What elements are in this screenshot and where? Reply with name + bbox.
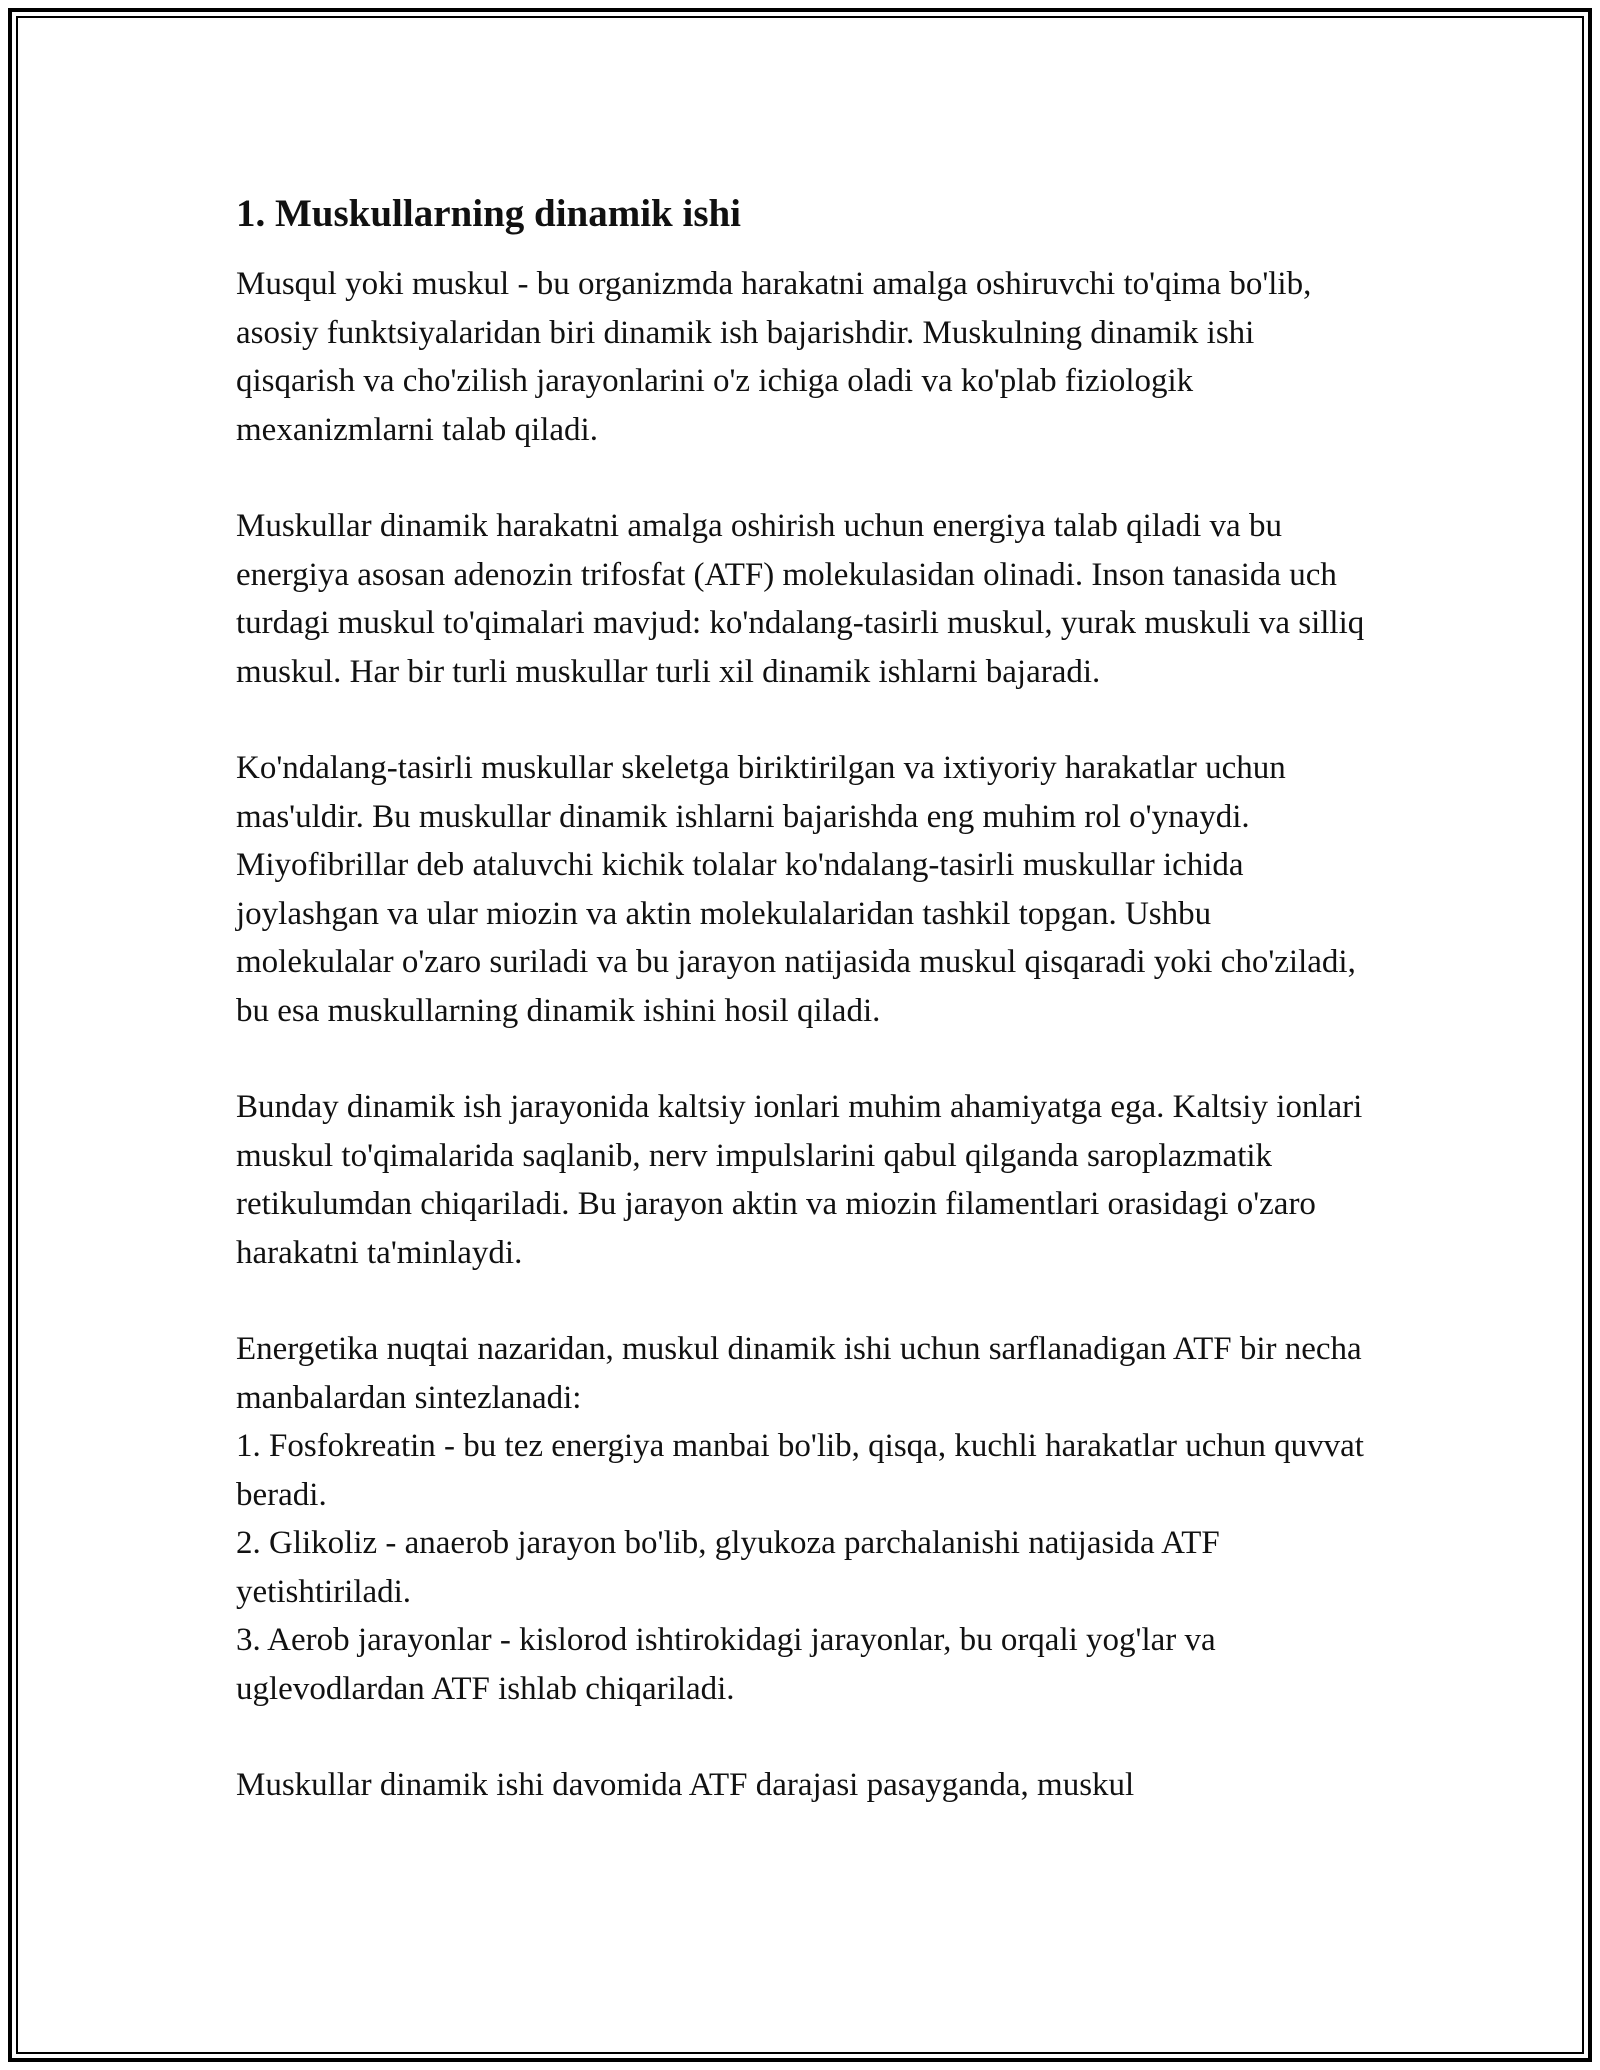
energy-sources-block bbox=[236, 1325, 1376, 1713]
paragraph-1: Musqul yoki muskul - bu organizmda harakatni amalga oshiruvchi to'qima bo'lib, asosiy funktsiyalaridan biri dinamik ish bajarishdir. Muskulning dinamik ishi qisqarish va cho'zilish jarayonlarini o'z ichiga oladi va ko'plab fiziologik mexanizmlarni talab qiladi. bbox=[236, 266, 1312, 448]
paragraph-final: Muskullar dinamik ishi davomida ATF darajasi pasayganda, muskul bbox=[236, 1767, 1135, 1803]
energy-list-item-3: 3. Aerob jarayonlar - kislorod ishtirokidagi jarayonlar, bu orqali yog'lar va uglevodlardan ATF ishlab chiqariladi. bbox=[236, 1622, 1216, 1707]
energy-list-item-2: 2. Glikoliz - anaerob jarayon bo'lib, glyukoza parchalanishi natijasida ATF yetishtiriladi. bbox=[236, 1525, 1220, 1610]
paragraph-4: Bunday dinamik ish jarayonida kaltsiy ionlari muhim ahamiyatga ega. Kaltsiy ionlari muskul to'qimalarida saqlanib, nerv impulslarini qabul qilganda saroplazmatik retikulumdan chiqariladi. Bu jarayon aktin va miozin filamentlari orasidagi o'zaro harakatni ta'minlaydi. bbox=[236, 1089, 1363, 1271]
paragraph-3: Ko'ndalang-tasirli muskullar skeletga biriktirilgan va ixtiyoriy harakatlar uchun mas'uldir. Bu muskullar dinamik ishlarni bajarishda eng muhim rol o'ynaydi. Miyofibrillar deb ataluvchi kichik tolalar ko'ndalang-tasirli muskullar ichida joylashgan va ular miozin va aktin molekulalaridan tashkil topgan. Ushbu molekulalar o'zaro suriladi va bu jarayon natijasida muskul qisqaradi yoki cho'ziladi, bu esa muskullarning dinamik ishini hosil qiladi. bbox=[236, 750, 1356, 1029]
energy-list-item-1: 1. Fosfokreatin - bu tez energiya manbai bo'lib, qisqa, kuchli harakatlar uchun quvvat beradi. bbox=[236, 1428, 1364, 1513]
document-body bbox=[236, 186, 1376, 1858]
energy-intro: Energetika nuqtai nazaridan, muskul dinamik ishi uchun sarflanadigan ATF bir necha manbalardan sintezlanadi: bbox=[236, 1331, 1362, 1416]
section-title: 1. Muskullarning dinamik ishi bbox=[236, 192, 742, 235]
paragraph-2: Muskullar dinamik harakatni amalga oshirish uchun energiya talab qiladi va bu energiya asosan adenozin trifosfat (ATF) molekulasidan olinadi. Inson tanasida uch turdagi muskul to'qimalari mavjud: ko'ndalang-tasirli muskul, yurak muskuli va silliq muskul. Har bir turli muskullar turli xil dinamik ishlarni bajaradi. bbox=[236, 508, 1365, 690]
